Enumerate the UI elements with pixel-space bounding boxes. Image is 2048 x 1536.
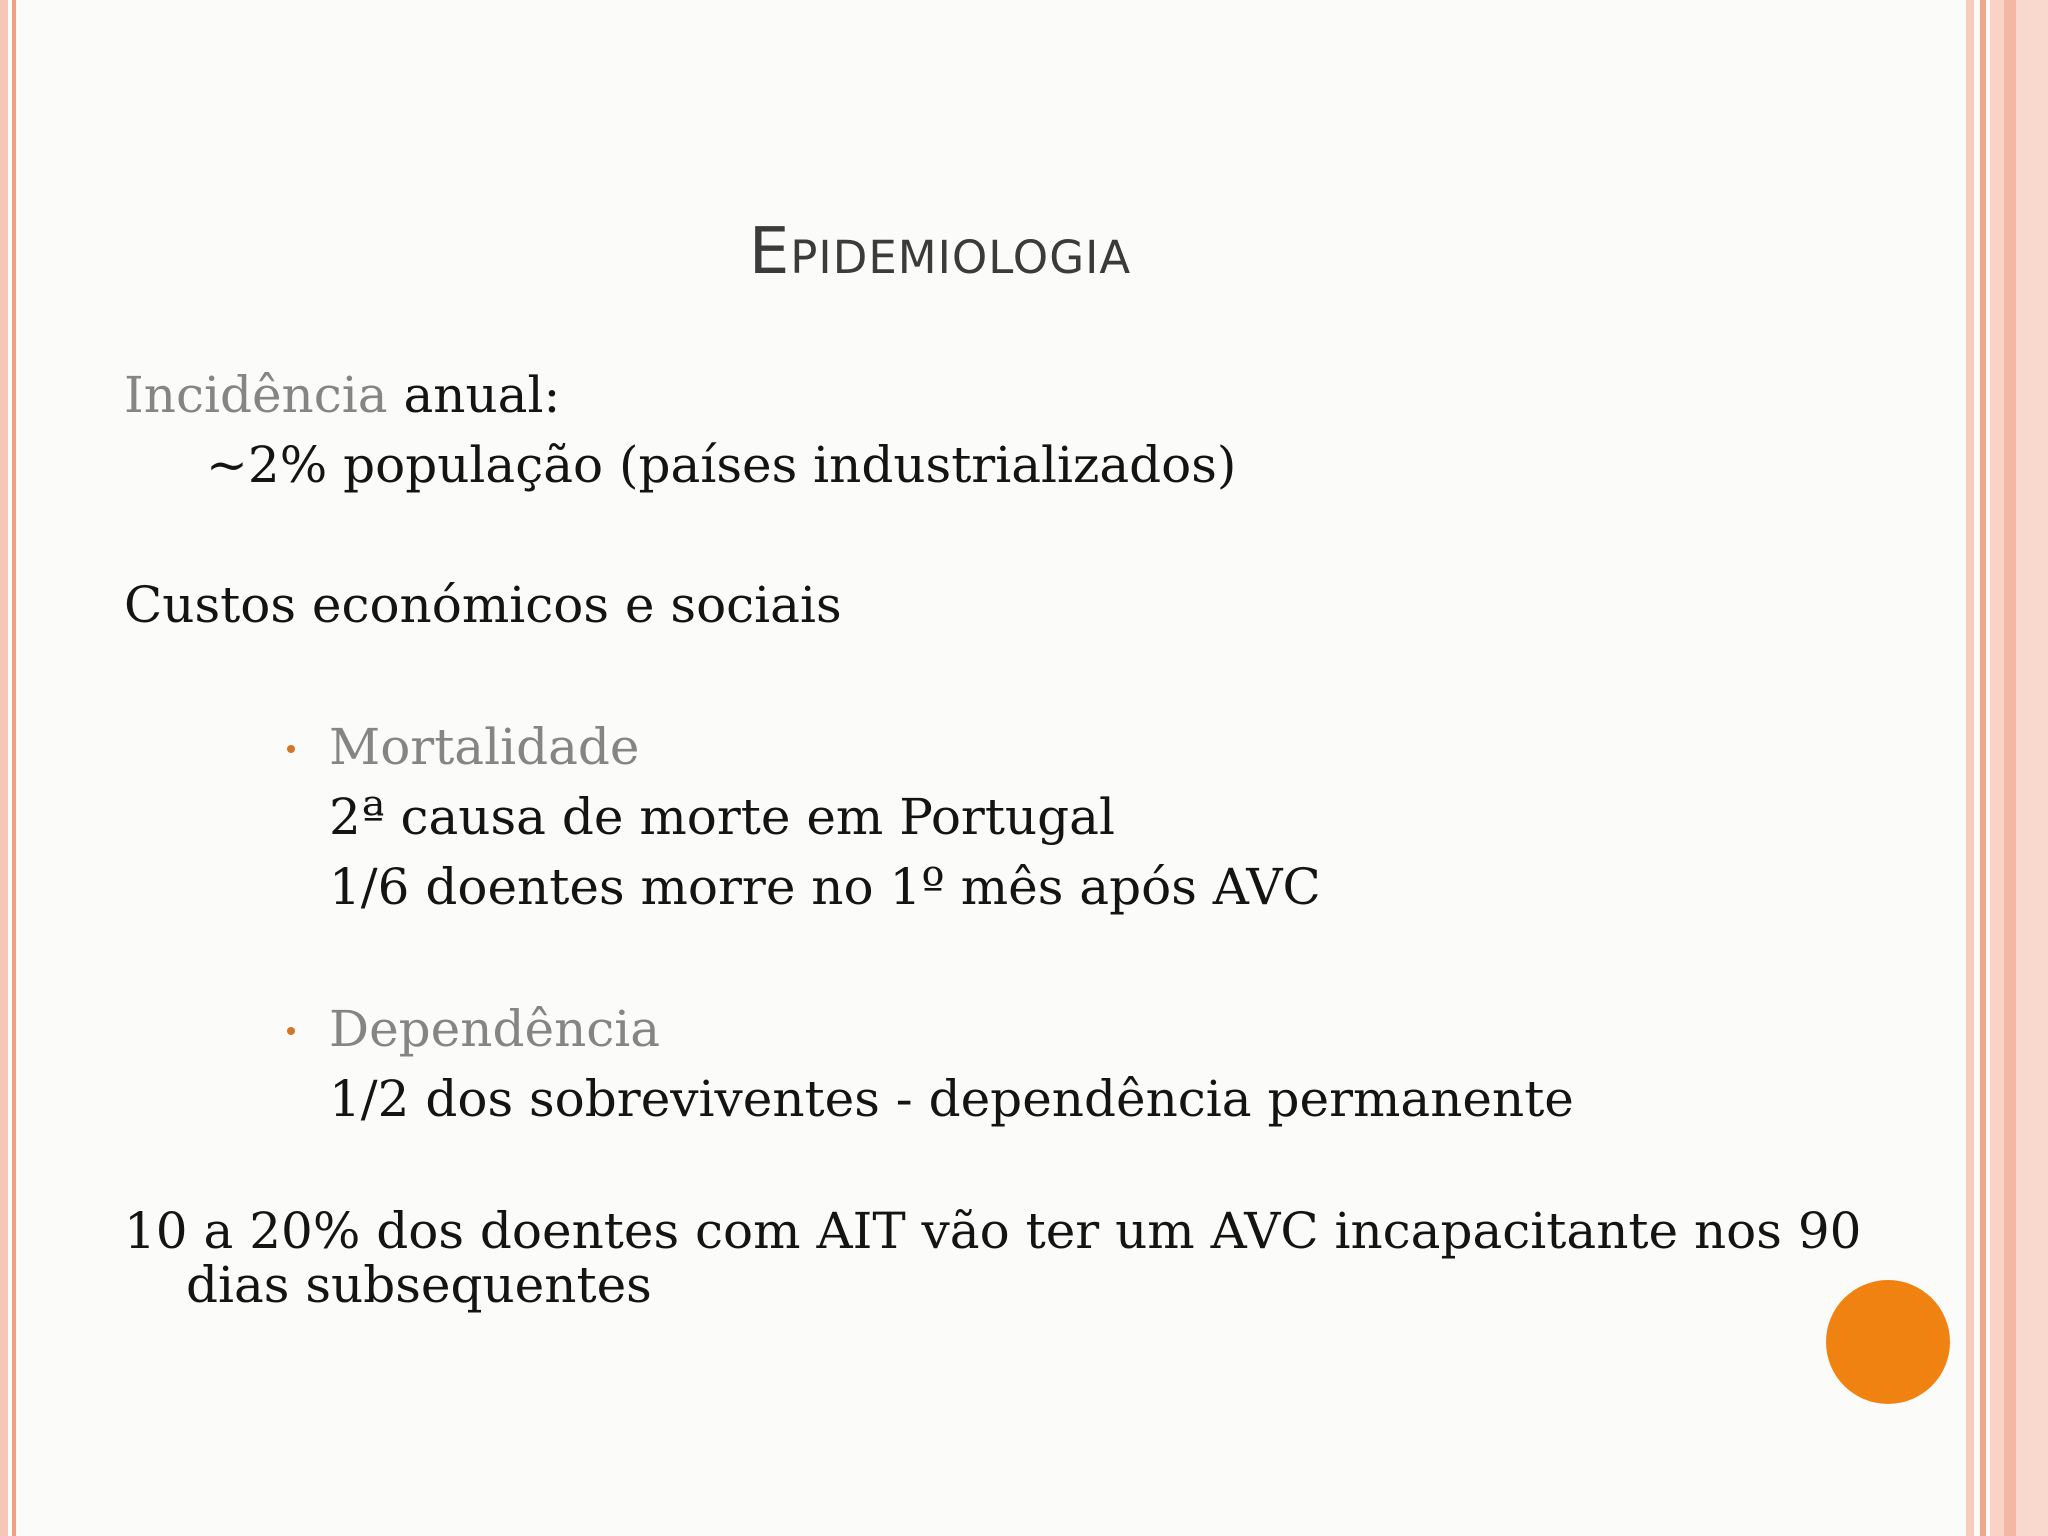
incidence-rest: anual: [387, 366, 561, 424]
bullet-line: 2ª causa de morte em Portugal [329, 788, 1115, 846]
slide-title: Epidemiologia [748, 215, 1132, 289]
ait-paragraph [124, 1202, 1862, 1314]
bullet-label: Dependência [329, 1000, 661, 1058]
costs-heading: Custos económicos e sociais [124, 576, 842, 634]
incidence-line [124, 360, 1804, 430]
bullet-label: Mortalidade [329, 718, 640, 776]
ait-line-2: dias subsequentes [186, 1256, 652, 1314]
incidence-detail: ~2% população (países industrializados) [206, 436, 1237, 494]
bullet-line: 1/2 dos sobreviventes - dependência permanente [329, 1070, 1574, 1128]
slide-content [124, 360, 1862, 1314]
bullet-mortality [124, 712, 1804, 922]
bullet-dot-icon [287, 745, 295, 753]
bullet-dependency [124, 994, 1804, 1134]
bullet-dot-icon [287, 1027, 295, 1035]
bullet-line: 1/6 doentes morre no 1º mês após AVC [329, 858, 1321, 916]
right-decorative-border [1958, 0, 2048, 1536]
incidence-label: Incidência [124, 366, 388, 424]
ait-line-1: 10 a 20% dos doentes com AIT vão ter um AVC incapacitante nos 90 [124, 1202, 1862, 1260]
orange-circle-decoration [1826, 1280, 1950, 1404]
